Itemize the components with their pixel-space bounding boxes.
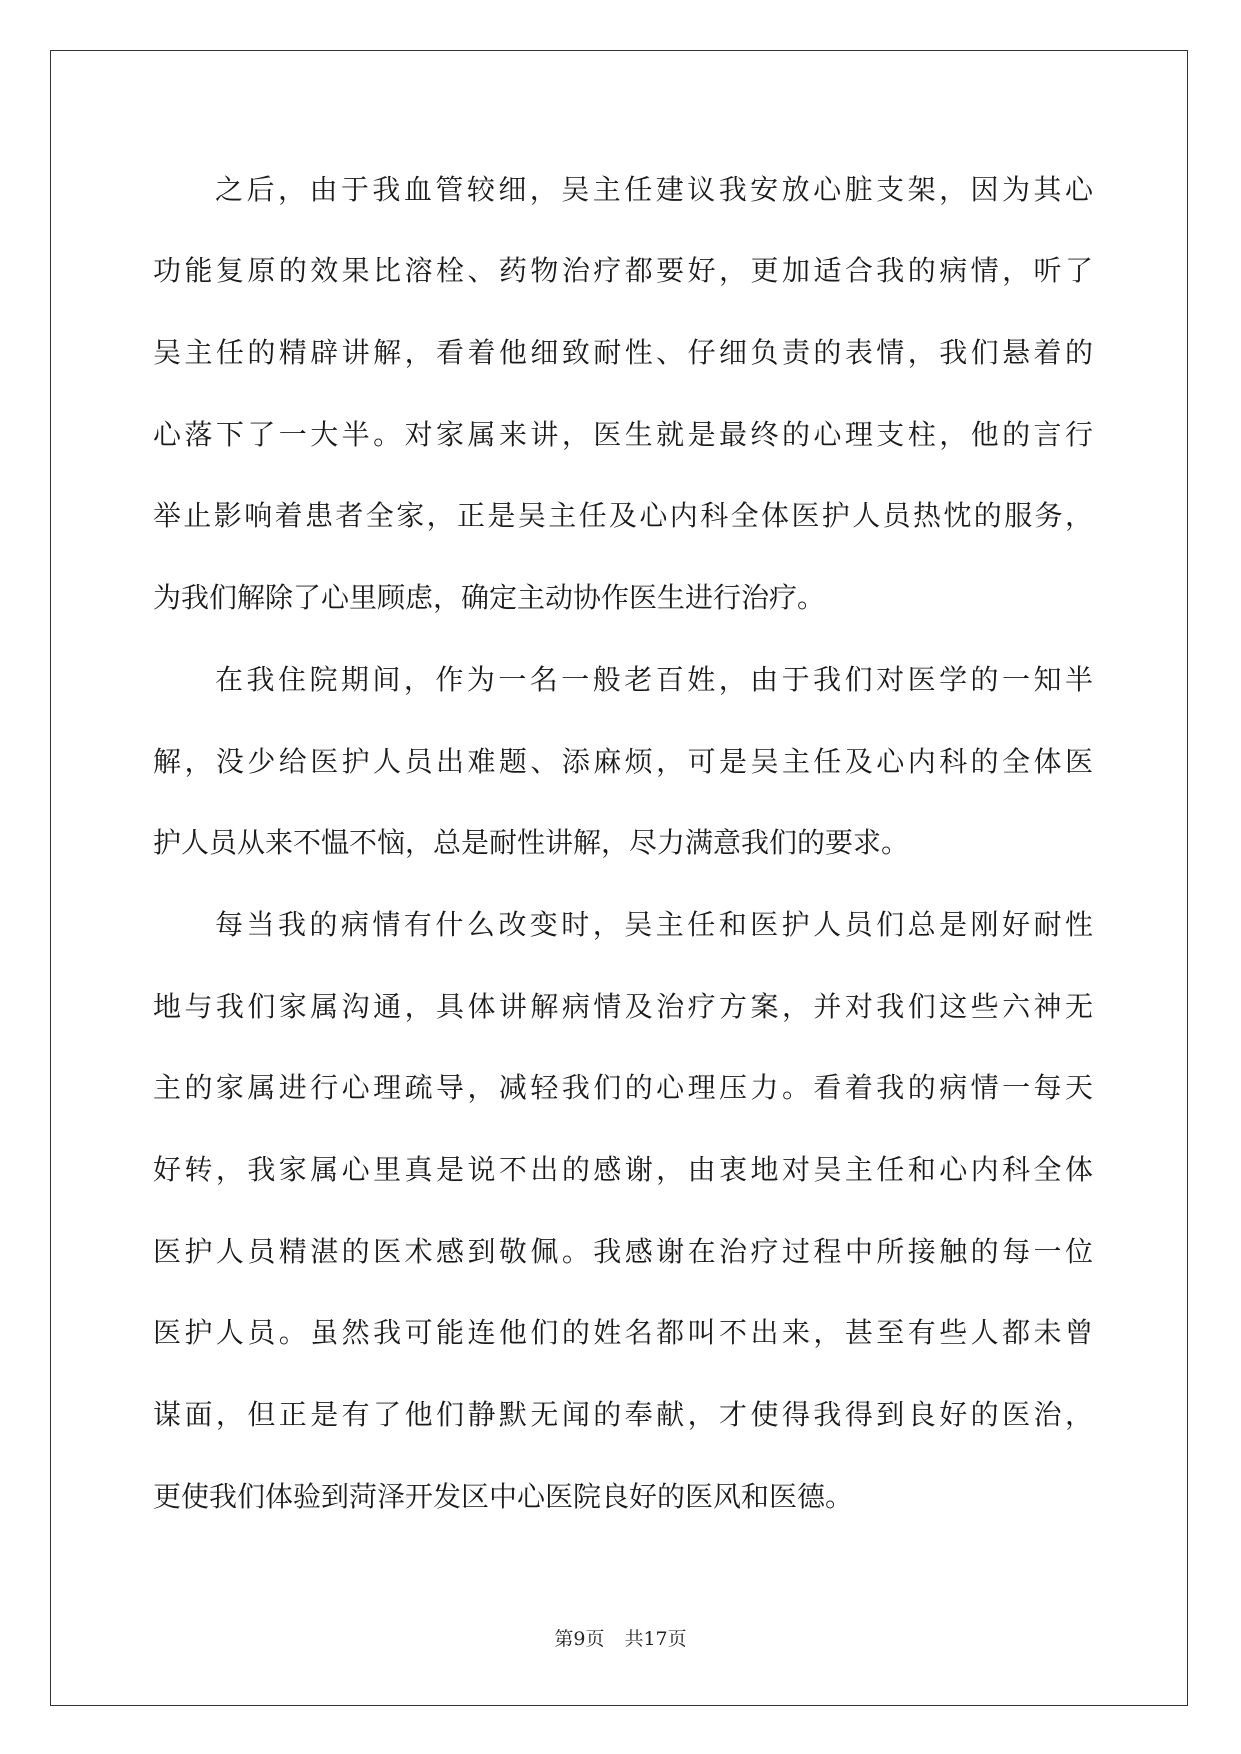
text-line: 心落下了一大半。对家属来讲，医生就是最终的心理支柱，他的言行 bbox=[153, 418, 1093, 451]
page-border bbox=[50, 50, 1188, 1706]
text-line: 谋面，但正是有了他们静默无闻的奉献，才使得我得到良好的医治， bbox=[153, 1398, 1093, 1431]
text-line: 吴主任的精辟讲解，看着他细致耐性、仔细负责的表情，我们悬着的 bbox=[153, 336, 1093, 369]
text-line: 为我们解除了心里顾虑，确定主动协作医生进行治疗。 bbox=[153, 581, 826, 614]
text-line: 医护人员。虽然我可能连他们的姓名都叫不出来，甚至有些人都未曾 bbox=[153, 1316, 1093, 1349]
text-line: 主的家属进行心理疏导，减轻我们的心理压力。看着我的病情一每天 bbox=[153, 1071, 1093, 1104]
text-line: 在我住院期间，作为一名一般老百姓，由于我们对医学的一知半 bbox=[215, 663, 1093, 696]
text-line: 护人员从来不愠不恼，总是耐性讲解，尽力满意我们的要求。 bbox=[153, 826, 910, 859]
text-line: 每当我的病情有什么改变时，吴主任和医护人员们总是刚好耐性 bbox=[215, 908, 1093, 941]
text-line: 之后，由于我血管较细，吴主任建议我安放心脏支架，因为其心 bbox=[215, 173, 1093, 206]
page-footer bbox=[0, 1627, 1241, 1651]
page-number-total: 共17页 bbox=[624, 1628, 687, 1650]
text-line: 解，没少给医护人员出难题、添麻烦，可是吴主任及心内科的全体医 bbox=[153, 745, 1093, 778]
text-line: 功能复原的效果比溶栓、药物治疗都要好，更加适合我的病情，听了 bbox=[153, 254, 1093, 287]
page-number-current: 第9页 bbox=[554, 1628, 605, 1650]
text-line: 医护人员精湛的医术感到敬佩。我感谢在治疗过程中所接触的每一位 bbox=[153, 1235, 1093, 1268]
text-line: 好转，我家属心里真是说不出的感谢，由衷地对吴主任和心内科全体 bbox=[153, 1153, 1093, 1186]
text-line: 更使我们体验到菏泽开发区中心医院良好的医风和医德。 bbox=[153, 1480, 854, 1513]
text-line: 地与我们家属沟通，具体讲解病情及治疗方案，并对我们这些六神无 bbox=[153, 990, 1093, 1023]
text-line: 举止影响着患者全家，正是吴主任及心内科全体医护人员热忱的服务， bbox=[153, 499, 1093, 532]
